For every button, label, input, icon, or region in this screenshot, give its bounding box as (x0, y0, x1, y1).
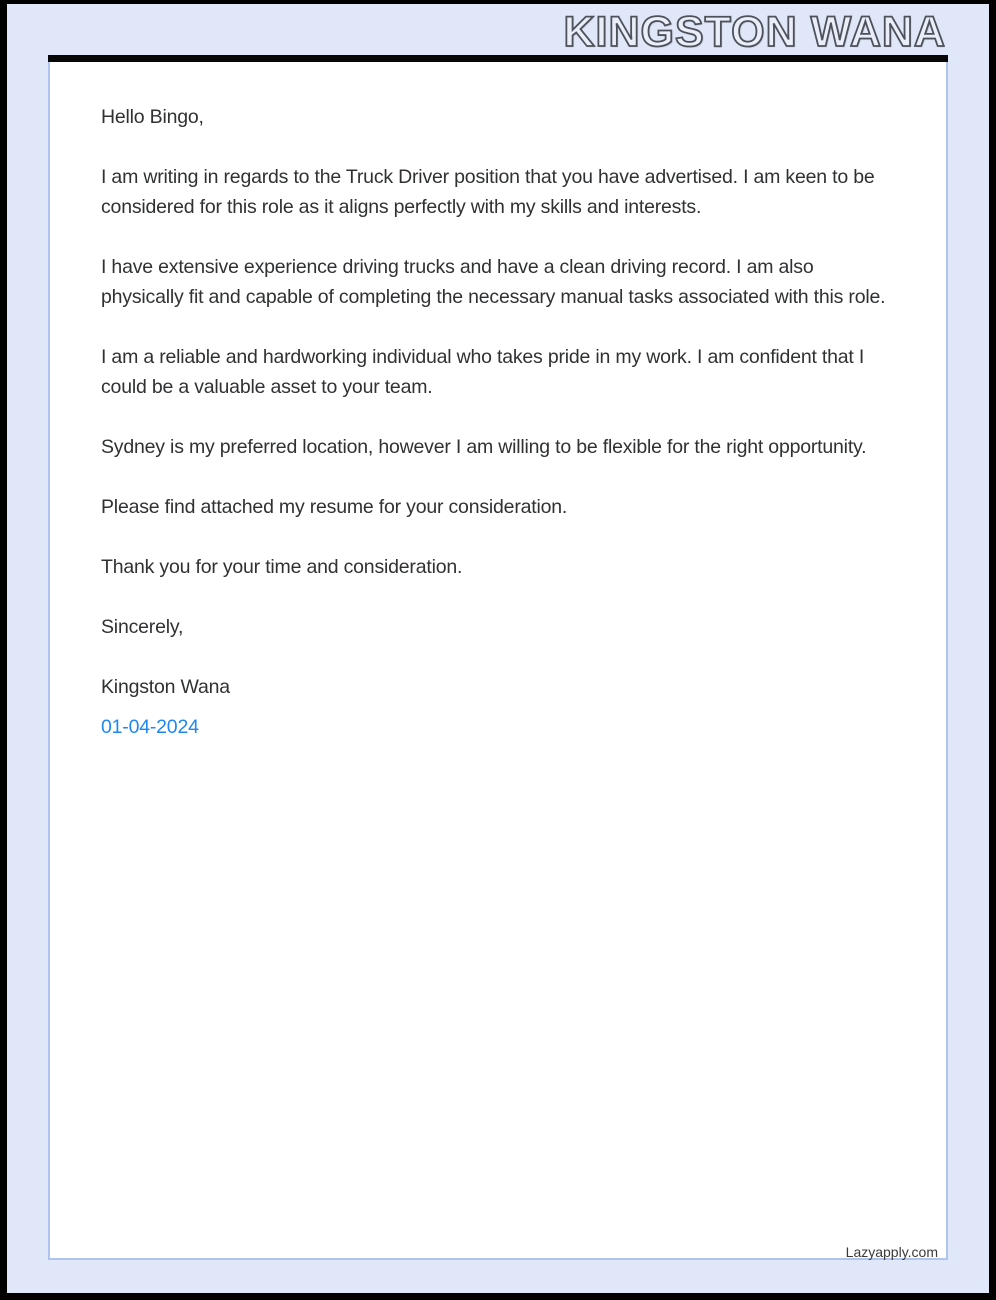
letter-closing: Sincerely, (101, 616, 184, 638)
brand-title: KINGSTON WANA (563, 7, 946, 56)
letter-paragraph: Sydney is my preferred location, however I am willing to be flexible for the right opportunity. (101, 436, 867, 458)
letter-paragraph: I am a reliable and hardworking individual who takes pride in my work. I am confident that I could be a valuable asset to your team. (101, 346, 865, 398)
letter-body (101, 102, 895, 742)
lazyapply-watermark: Lazyapply.com (845, 1244, 938, 1260)
letter-paragraph: I have extensive experience driving trucks and have a clean driving record. I am also physically fit and capable of completing the necessary manual tasks associated with this role. (101, 256, 886, 308)
letter-paragraph: Thank you for your time and consideration. (101, 556, 463, 578)
letter-greeting: Hello Bingo, (101, 106, 204, 128)
letter-date-link[interactable]: 01-04-2024 (101, 716, 199, 738)
brand-header (564, 8, 947, 56)
letter-date-line (101, 712, 895, 742)
letter-paragraph: Please find attached my resume for your consideration. (101, 496, 568, 518)
header-divider-rule (48, 55, 948, 62)
letter-page (48, 62, 948, 1260)
letter-paragraph: I am writing in regards to the Truck Driver position that you have advertised. I am keen to be considered for this role as it aligns perfectly with my skills and interests. (101, 166, 875, 218)
letter-signature: Kingston Wana (101, 676, 230, 698)
